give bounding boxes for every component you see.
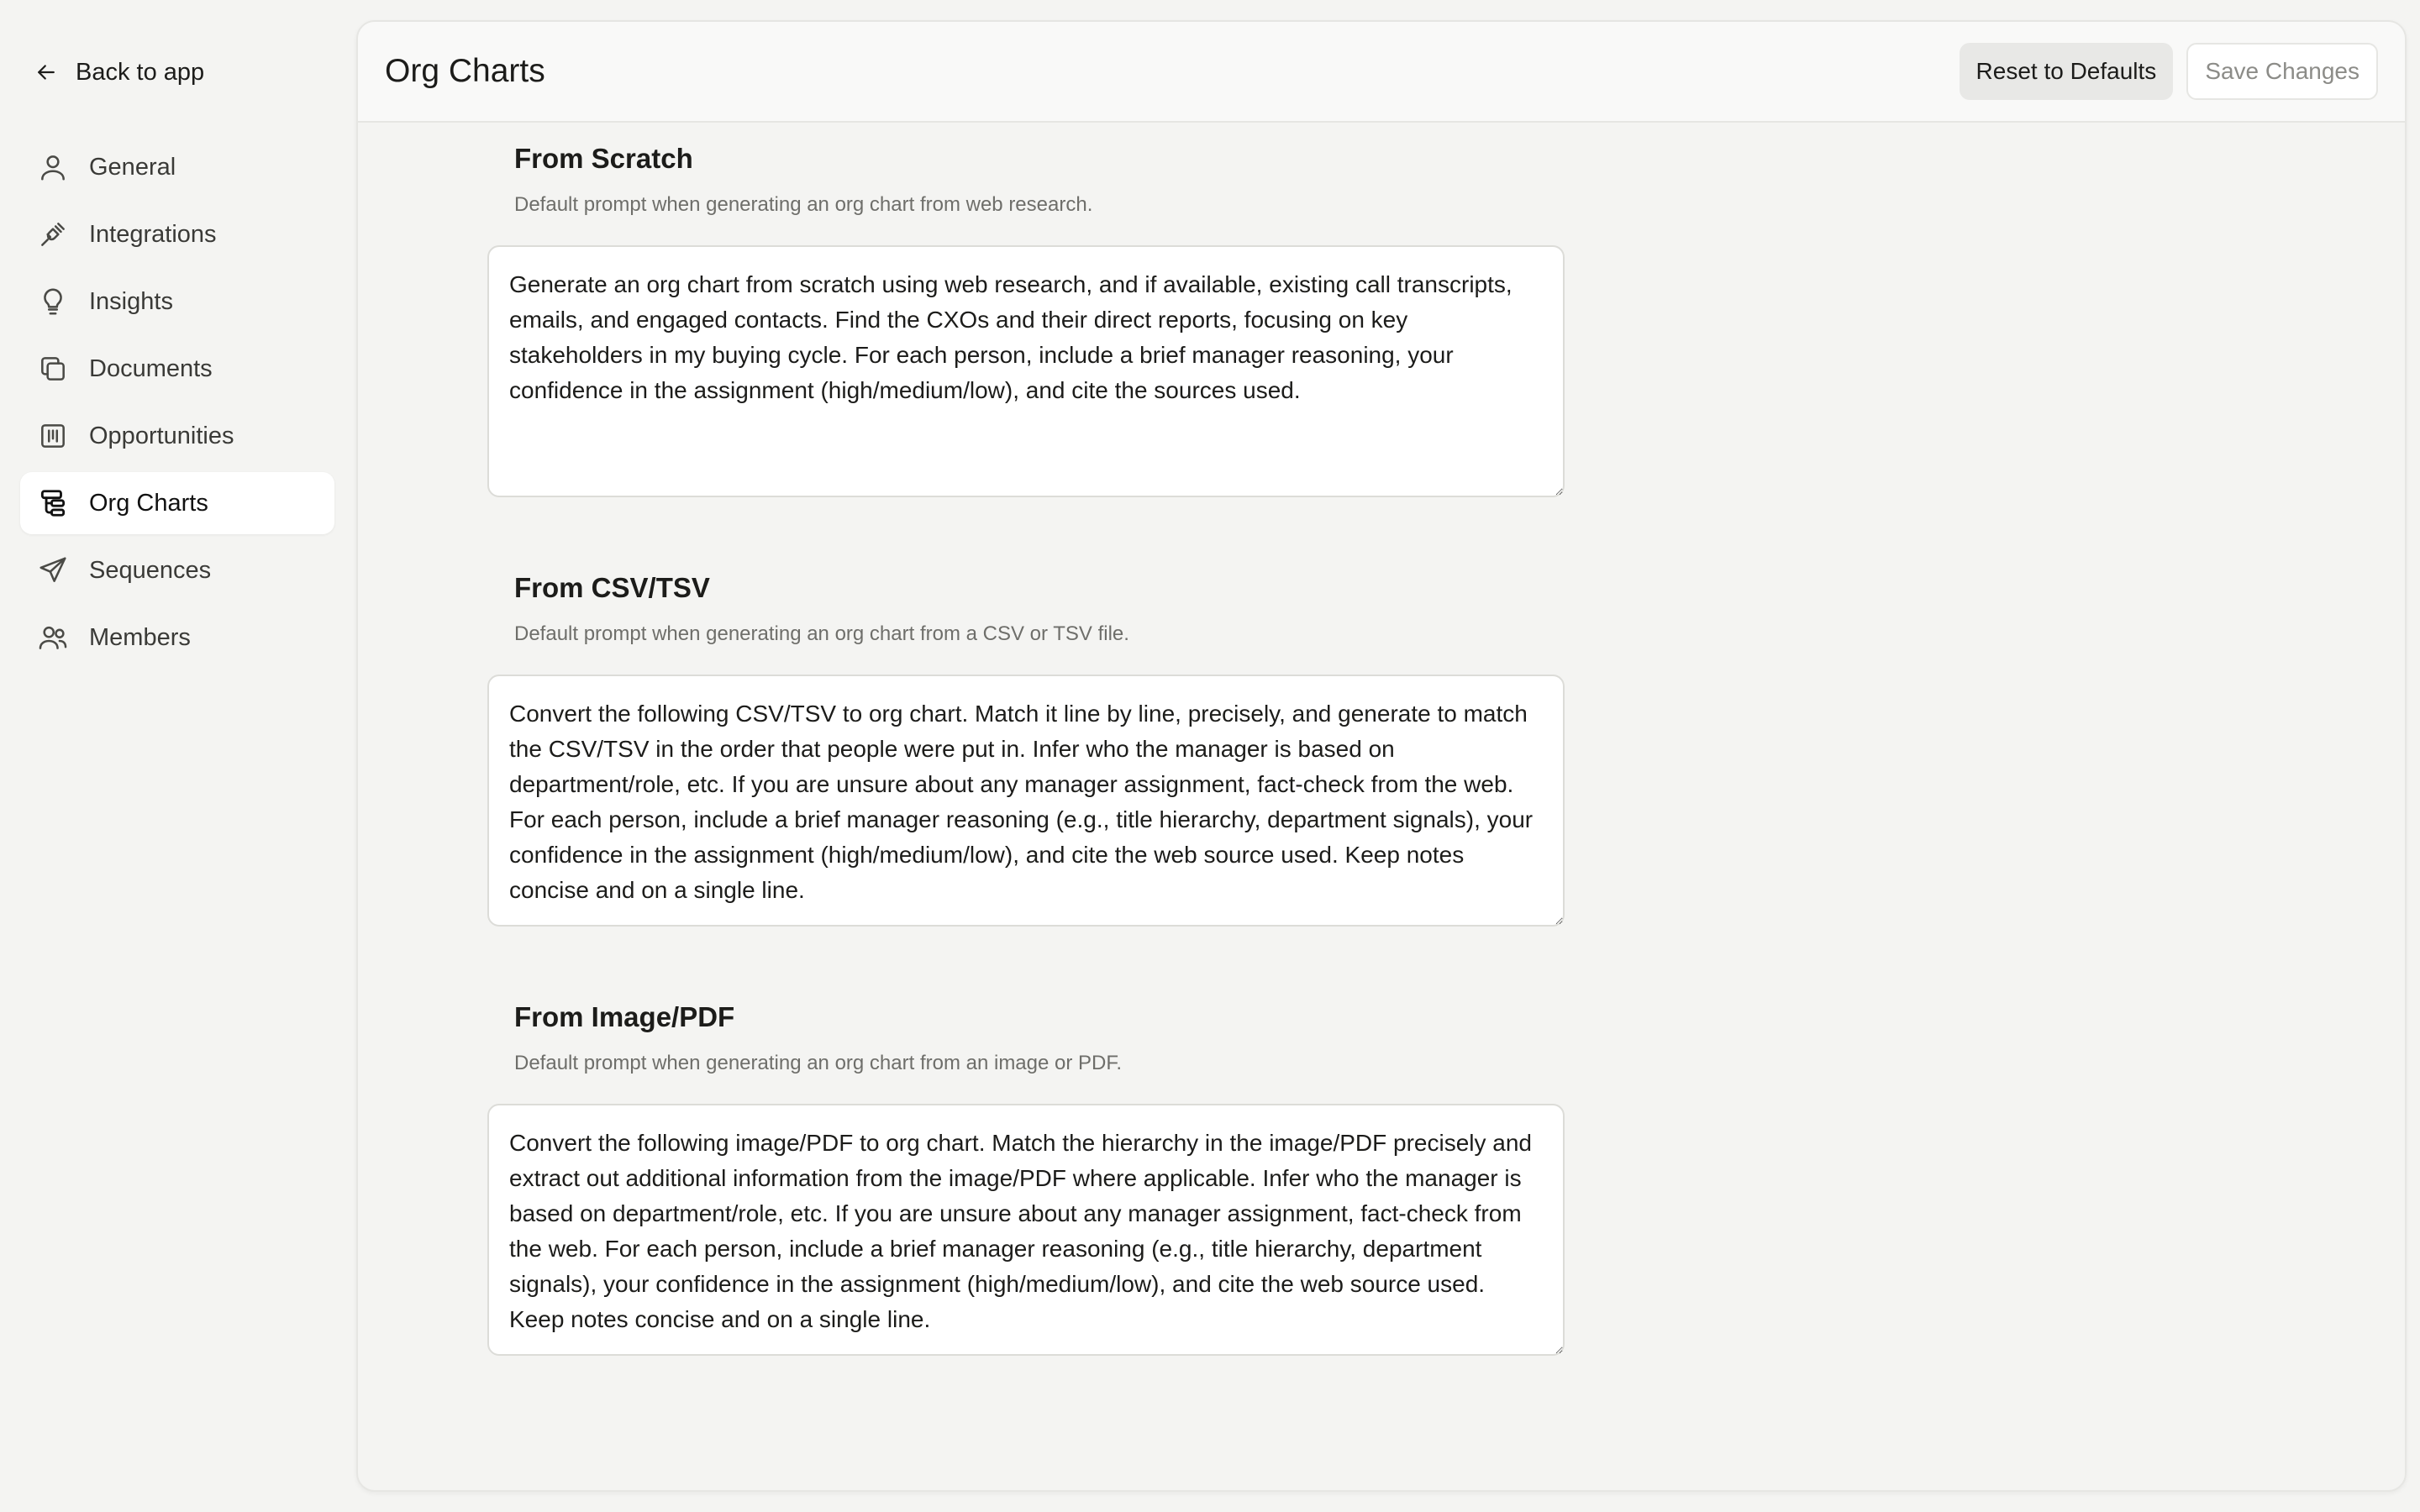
sidebar (0, 0, 353, 1512)
plug-icon (37, 218, 69, 250)
prompt-settings (487, 143, 1565, 1431)
sidebar-item-org-charts[interactable] (20, 472, 334, 534)
page-header (358, 22, 2405, 123)
save-changes-button[interactable]: Save Changes (2186, 43, 2378, 100)
sidebar-item-label: Sequences (89, 556, 212, 584)
reset-to-defaults-button[interactable]: Reset to Defaults (1960, 43, 2174, 100)
sidebar-item-label: Members (89, 623, 191, 651)
sidebar-item-integrations[interactable] (20, 203, 334, 265)
sidebar-item-insights[interactable] (20, 270, 334, 333)
section-description: Default prompt when generating an org chart from a CSV or TSV file. (514, 622, 1129, 645)
section-description: Default prompt when generating an org chart from web research. (514, 193, 1093, 216)
section-title: From CSV/TSV (514, 572, 710, 603)
settings-nav (20, 136, 334, 674)
from-csv-tsv-prompt-textarea[interactable] (487, 675, 1565, 927)
sidebar-item-label: Org Charts (89, 489, 208, 517)
send-icon (37, 554, 69, 586)
sidebar-item-members[interactable] (20, 606, 334, 669)
header-actions (1960, 43, 2378, 100)
sidebar-item-label: Opportunities (89, 422, 234, 449)
documents-icon (37, 353, 69, 385)
sidebar-item-label: Insights (89, 287, 173, 315)
arrow-left-icon (34, 60, 59, 85)
section-from-image-pdf (487, 1001, 1565, 1360)
sidebar-item-label: Integrations (89, 220, 217, 248)
users-icon (37, 622, 69, 654)
section-description: Default prompt when generating an org chart from an image or PDF. (514, 1052, 1123, 1074)
user-icon (37, 151, 69, 183)
sidebar-item-documents[interactable] (20, 338, 334, 400)
sidebar-item-opportunities[interactable] (20, 405, 334, 467)
sidebar-item-sequences[interactable] (20, 539, 334, 601)
section-title: From Scratch (514, 143, 693, 174)
back-to-app-link[interactable] (34, 55, 204, 89)
section-from-csv-tsv (487, 572, 1565, 931)
columns-icon (37, 420, 69, 452)
sidebar-item-label: Documents (89, 354, 213, 382)
section-from-scratch (487, 143, 1565, 501)
back-to-app-label: Back to app (76, 58, 205, 86)
page-title: Org Charts (385, 53, 545, 89)
lightbulb-icon (37, 286, 69, 318)
sidebar-item-general[interactable] (20, 136, 334, 198)
from-scratch-prompt-textarea[interactable] (487, 245, 1565, 497)
org-chart-icon (37, 487, 69, 519)
sidebar-item-label: General (89, 153, 176, 181)
section-title: From Image/PDF (514, 1001, 735, 1032)
from-image-pdf-prompt-textarea[interactable] (487, 1104, 1565, 1356)
